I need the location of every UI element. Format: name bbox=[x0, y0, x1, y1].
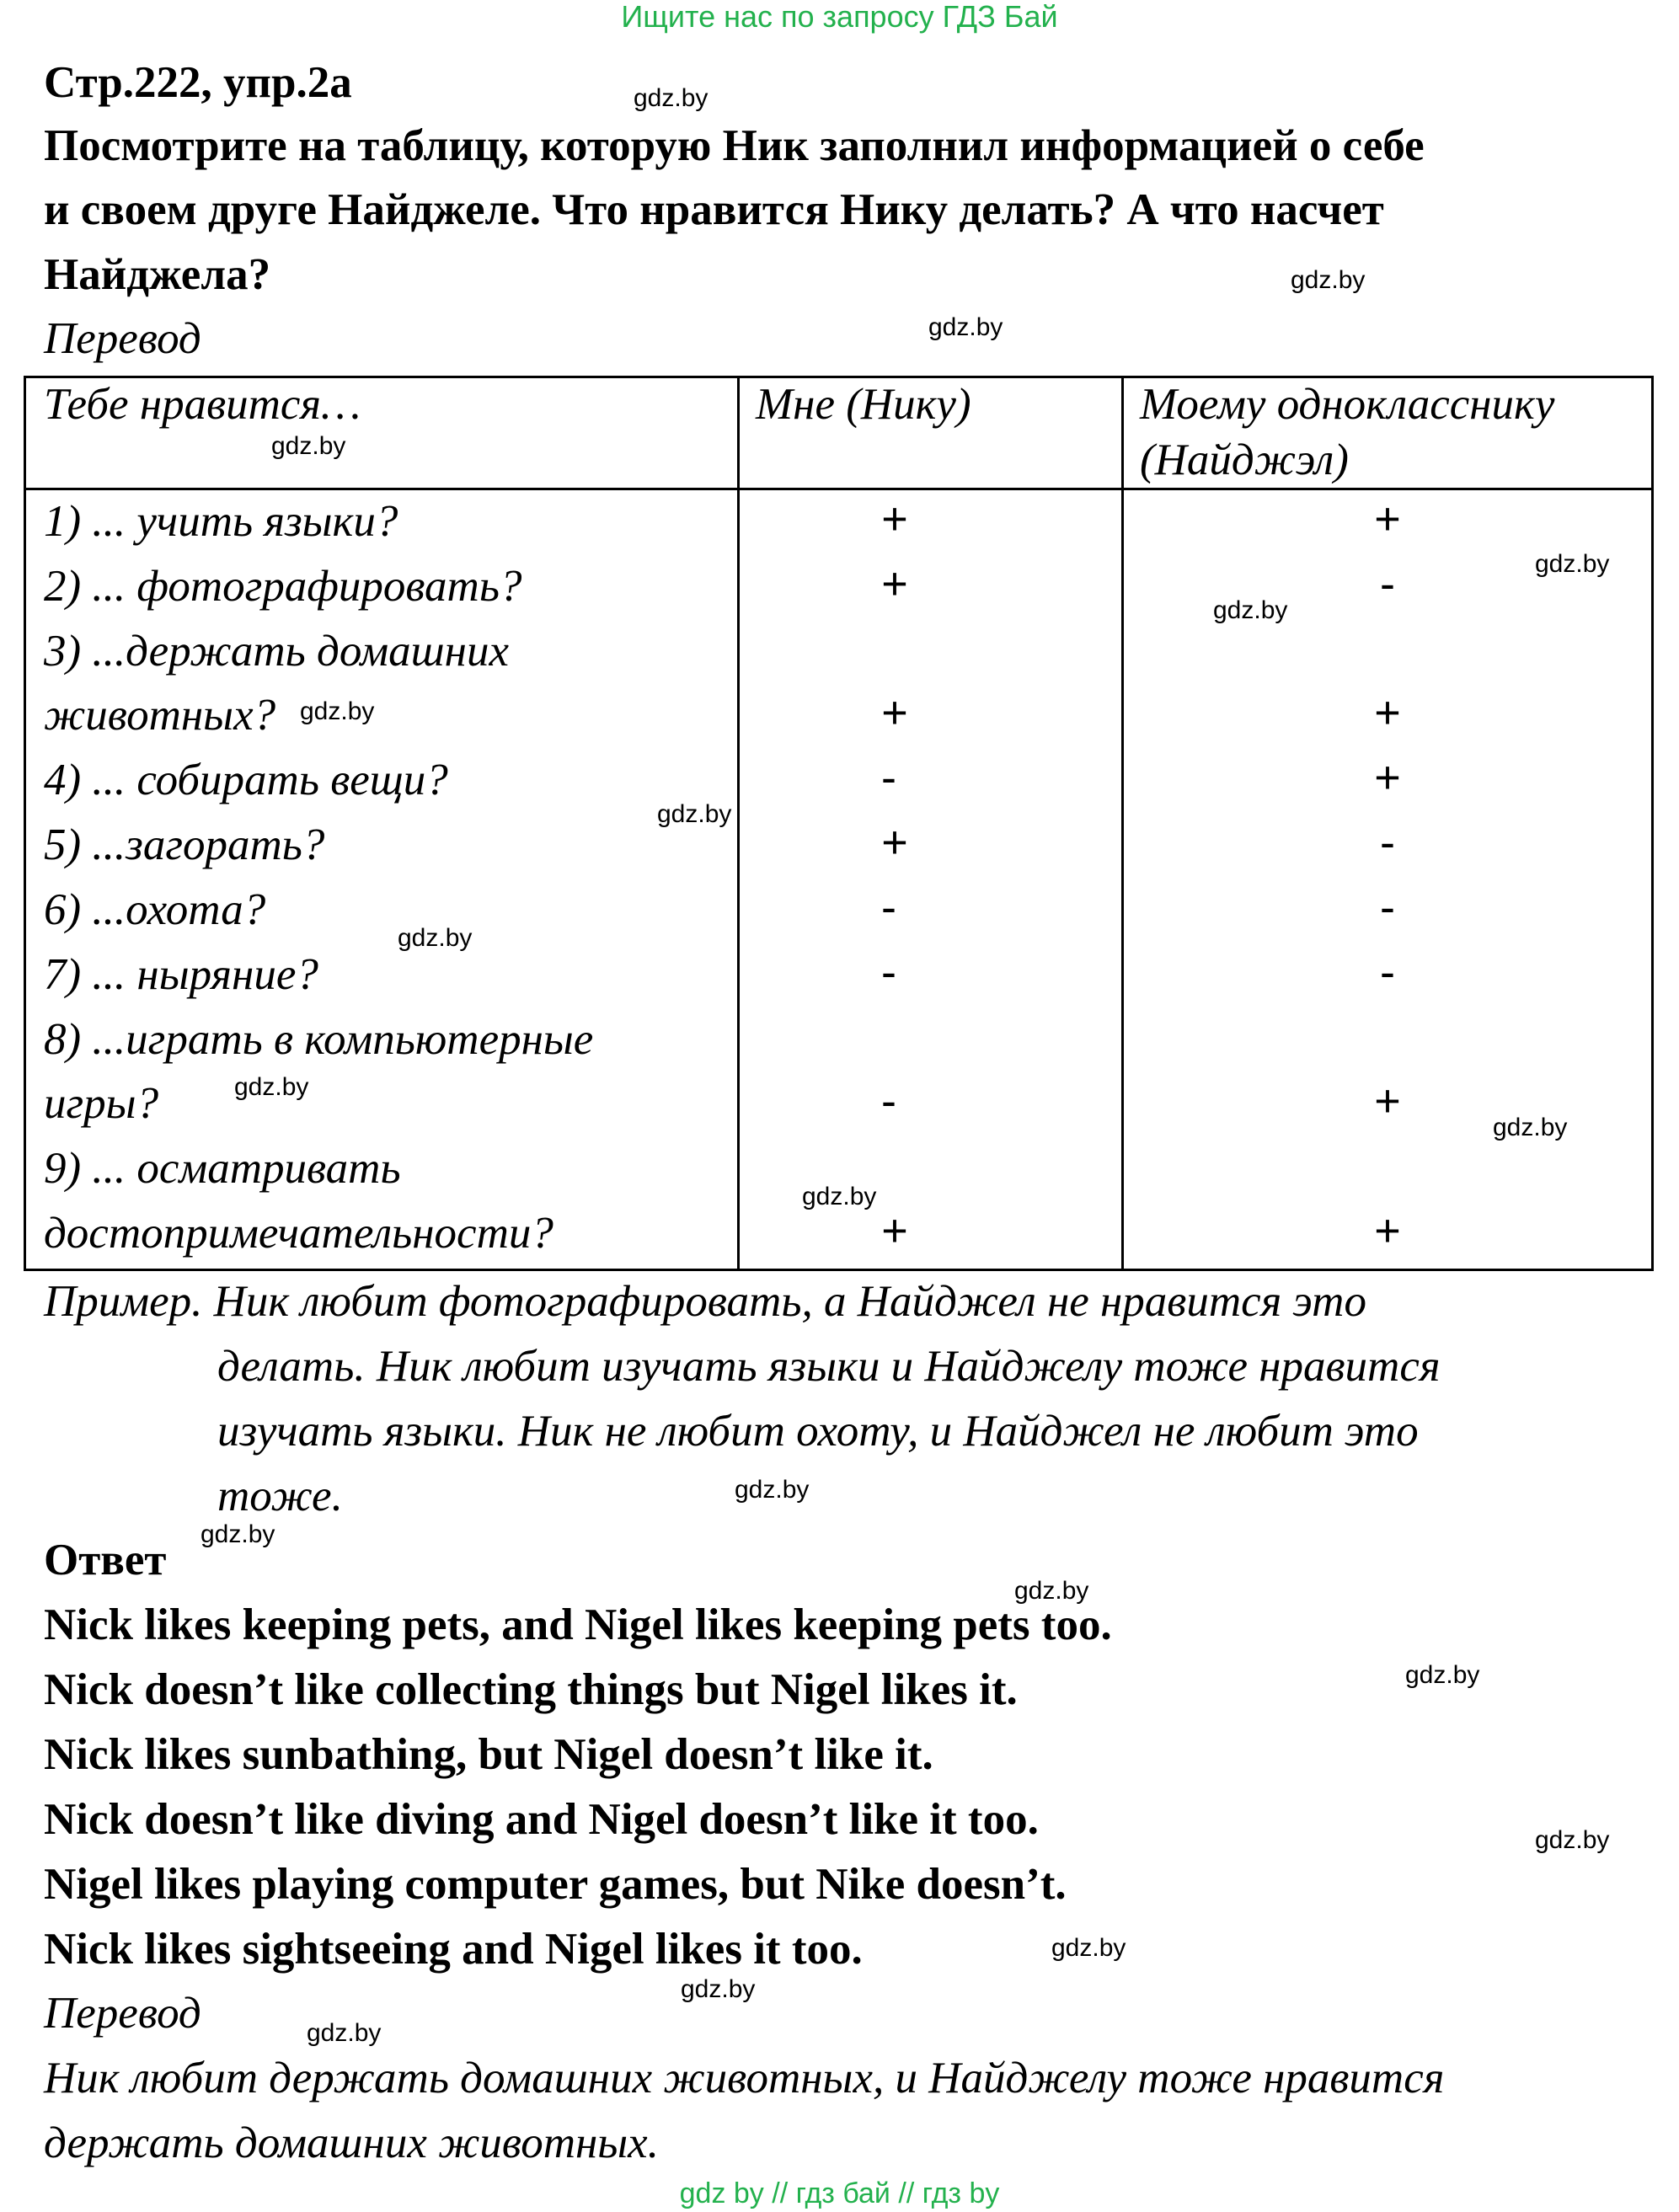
table-row-9-question-line1: 9) ... осматривать bbox=[44, 1144, 401, 1193]
watermark: gdz.by bbox=[657, 800, 732, 828]
table-row-8-question-line1: 8) ...играть в компьютерные bbox=[44, 1015, 594, 1064]
watermark: gdz.by bbox=[307, 2019, 382, 2047]
example-line-3: изучать языки. Ник не любит охоту, и Найджел не любит это bbox=[217, 1407, 1419, 1456]
table-row-3-nick: + bbox=[881, 687, 908, 738]
watermark: gdz.by bbox=[201, 1520, 275, 1548]
watermark: gdz.by bbox=[1535, 1826, 1610, 1854]
answer-line-1: Nick likes keeping pets, and Nigel likes keeping pets too. bbox=[44, 1600, 1112, 1649]
table-row-7-question: 7) ... ныряние? bbox=[44, 950, 318, 999]
table-col-divider-1 bbox=[737, 376, 740, 1271]
bottom-banner: gdz by // гдз бай // гдз by bbox=[679, 2177, 1000, 2209]
table-row-7-nigel: - bbox=[1380, 947, 1395, 997]
answer-line-3: Nick likes sunbathing, but Nigel doesn’t like it. bbox=[44, 1730, 933, 1779]
table-row-2-nick: + bbox=[881, 558, 908, 609]
watermark: gdz.by bbox=[802, 1183, 877, 1210]
table-row-3-question-line2: животных? bbox=[44, 691, 276, 740]
table-row-9-nick: + bbox=[881, 1205, 908, 1256]
top-banner: Ищите нас по запросу ГДЗ Бай bbox=[621, 0, 1058, 34]
watermark: gdz.by bbox=[928, 313, 1003, 341]
table-row-9-question-line2: достопримечательности? bbox=[44, 1209, 553, 1258]
table-header-col1: Тебе нравится… bbox=[44, 380, 361, 429]
table-header-col3-line2: (Найджэл) bbox=[1140, 435, 1349, 484]
table-row-6-nigel: - bbox=[1380, 882, 1395, 932]
task-line-2: и своем друге Найджеле. Что нравится Нику делать? А что насчет bbox=[44, 185, 1384, 234]
example-line-4: тоже. bbox=[217, 1472, 343, 1520]
table-row-8-nick: - bbox=[881, 1076, 896, 1126]
task-line-1: Посмотрите на таблицу, которую Ник заполнил информацией о себе bbox=[44, 121, 1425, 170]
watermark: gdz.by bbox=[1493, 1114, 1568, 1141]
translation-label: Перевод bbox=[44, 1989, 201, 2038]
example-line-1: Пример. Ник любит фотографировать, а Найджел не нравится это bbox=[44, 1277, 1366, 1326]
table-row-1-nigel: + bbox=[1374, 494, 1401, 544]
answer-line-2: Nick doesn’t like collecting things but Nigel likes it. bbox=[44, 1665, 1018, 1714]
table-row-5-nick: + bbox=[881, 817, 908, 868]
watermark: gdz.by bbox=[234, 1073, 309, 1101]
watermark: gdz.by bbox=[271, 432, 346, 460]
table-row-3-nigel: + bbox=[1374, 687, 1401, 738]
watermark: gdz.by bbox=[1213, 596, 1288, 624]
table-row-8-question-line2: игры? bbox=[44, 1079, 159, 1128]
watermark: gdz.by bbox=[1291, 266, 1366, 294]
table-row-4-nigel: + bbox=[1374, 752, 1401, 803]
watermark: gdz.by bbox=[300, 697, 375, 725]
table-row-9-nigel: + bbox=[1374, 1205, 1401, 1256]
table-row-1-nick: + bbox=[881, 494, 908, 544]
table-row-2-nigel: - bbox=[1380, 558, 1395, 609]
answer-line-6: Nick likes sightseeing and Nigel likes it too. bbox=[44, 1925, 863, 1974]
table-header-col3-line1: Моему однокласснику bbox=[1140, 380, 1555, 429]
answer-label: Ответ bbox=[44, 1536, 167, 1584]
table-row-6-nick: - bbox=[881, 882, 896, 932]
answer-line-5: Nigel likes playing computer games, but Nike doesn’t. bbox=[44, 1860, 1067, 1909]
watermark: gdz.by bbox=[1014, 1577, 1089, 1605]
table-row-5-nigel: - bbox=[1380, 817, 1395, 868]
table-row-5-question: 5) ...загорать? bbox=[44, 820, 325, 869]
answer-line-4: Nick doesn’t like diving and Nigel doesn’t like it too. bbox=[44, 1795, 1039, 1844]
table-row-3-question-line1: 3) ...держать домашних bbox=[44, 627, 509, 676]
watermark: gdz.by bbox=[1535, 550, 1610, 578]
watermark: gdz.by bbox=[681, 1975, 756, 2003]
watermark: gdz.by bbox=[1405, 1661, 1480, 1689]
table-row-7-nick: - bbox=[881, 947, 896, 997]
exercise-title: Стр.222, упр.2а bbox=[44, 58, 352, 107]
translation-line-2: держать домашних животных. bbox=[44, 2118, 659, 2167]
table-col-divider-2 bbox=[1121, 376, 1124, 1271]
translation-line-1: Ник любит держать домашних животных, и Найджелу тоже нравится bbox=[44, 2054, 1445, 2102]
task-line-3: Найджела? bbox=[44, 250, 271, 299]
table-row-4-nick: - bbox=[881, 752, 896, 803]
translation-label-top: Перевод bbox=[44, 314, 201, 363]
watermark: gdz.by bbox=[398, 924, 473, 952]
table-row-6-question: 6) ...охота? bbox=[44, 885, 266, 934]
table-header-divider bbox=[24, 488, 1654, 490]
table-row-1-question: 1) ... учить языки? bbox=[44, 497, 398, 546]
watermark: gdz.by bbox=[634, 84, 708, 112]
watermark: gdz.by bbox=[735, 1476, 810, 1504]
table-row-2-question: 2) ... фотографировать? bbox=[44, 562, 522, 611]
example-line-2: делать. Ник любит изучать языки и Найджелу тоже нравится bbox=[217, 1342, 1441, 1391]
table-header-col2: Мне (Нику) bbox=[756, 380, 971, 429]
table-row-4-question: 4) ... собирать вещи? bbox=[44, 756, 448, 804]
watermark: gdz.by bbox=[1051, 1934, 1126, 1962]
table-row-8-nigel: + bbox=[1374, 1076, 1401, 1126]
